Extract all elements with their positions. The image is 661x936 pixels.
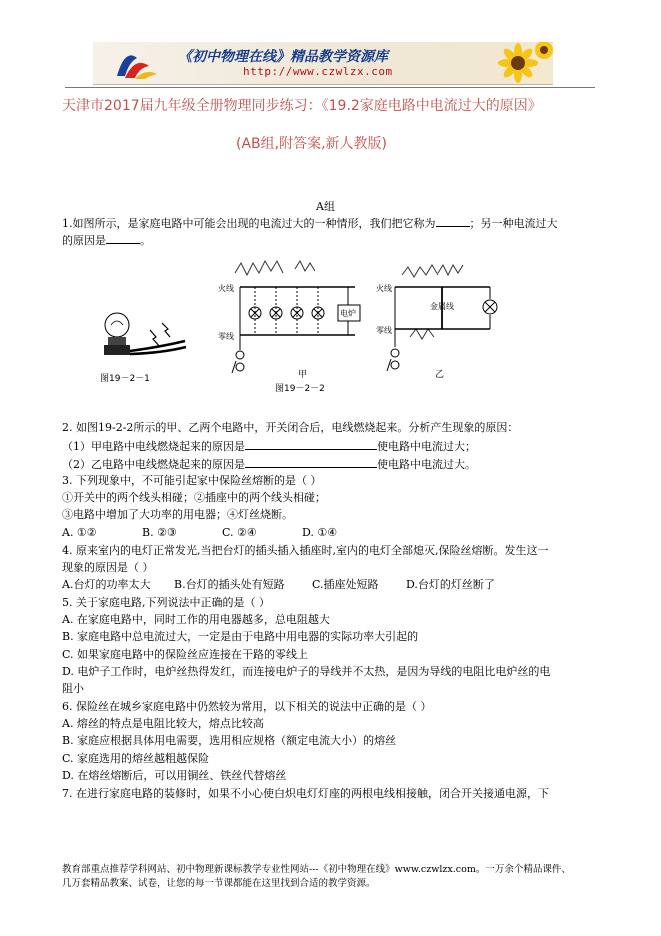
- document-title: 天津市2017届九年级全册物理同步练习：《19.2家庭电路中电流过大的原因》: [62, 98, 542, 114]
- question-3-line2: ③电路中增加了大功率的用电器；④灯丝烧断。: [62, 508, 293, 521]
- question-5-d-cont: 阻小: [62, 682, 84, 695]
- answer-blank[interactable]: [436, 215, 470, 227]
- figure-circuits: [90, 255, 560, 395]
- question-6-c[interactable]: C. 家庭选用的熔丝越粗越保险: [62, 752, 210, 765]
- sunflower-icon: [488, 42, 553, 84]
- q2-1-text: （1）甲电路中电线燃烧起来的原因是: [62, 440, 245, 453]
- q1-end: 。: [140, 234, 151, 247]
- option-c[interactable]: C.插座处短路: [312, 578, 379, 591]
- fig1-caption: 图19－2－1: [100, 374, 150, 384]
- question-6-d[interactable]: D. 在熔丝熔断后，可以用铜丝、铁丝代替熔丝: [62, 769, 287, 782]
- answer-blank[interactable]: [106, 232, 140, 244]
- page-footer: [62, 863, 602, 891]
- question-2-1: [62, 438, 476, 454]
- fig-yi-label: 乙: [435, 370, 445, 380]
- q2-2-text-2: 使电路中电流过大。: [377, 458, 476, 471]
- question-1: [62, 215, 558, 231]
- question-4-line2: 现象的原因是（ ）: [62, 561, 154, 574]
- question-3: 3. 下列现象中，不可能引起家中保险丝熔断的是（ ）: [62, 474, 322, 487]
- question-5-c[interactable]: C. 如果家庭电路中的保险丝应连接在干路的零线上: [62, 648, 309, 661]
- q1-text-3: 的原因是: [62, 234, 106, 247]
- option-b[interactable]: B. ②③: [142, 526, 177, 539]
- question-4-options: [62, 578, 495, 592]
- fig-jia-label: 甲: [298, 370, 308, 380]
- figure-19-2-1: [104, 313, 186, 355]
- fig-neutral-line-yi: 零线: [376, 326, 392, 335]
- site-logo-icon: [111, 46, 161, 82]
- banner-url[interactable]: http://www.czwlzx.com: [243, 65, 393, 78]
- group-heading: A组: [316, 200, 335, 213]
- question-4: 4. 原来室内的电灯正常发光,当把台灯的插头插入插座时,室内的电灯全部熄灭,保险丝熔断。发生这一: [62, 544, 549, 557]
- fig-metal-wire: 金属线: [430, 302, 454, 311]
- option-b[interactable]: B.台灯的插头处有短路: [174, 578, 285, 591]
- q2-1-text-2: 使电路中电流过大；: [377, 440, 476, 453]
- option-d[interactable]: D.台灯的灯丝断了: [406, 578, 495, 591]
- fig-neutral-line-jia: 零线: [218, 332, 234, 341]
- answer-blank[interactable]: [245, 438, 377, 450]
- option-d[interactable]: D. ①④: [302, 526, 338, 539]
- question-2-2: [62, 456, 476, 472]
- footer-line-1: 教育部重点推荐学科网站、初中物理新课标教学专业性网站---《初中物理在线》www.czwlzx.com。一万余个精品课件、: [62, 864, 571, 875]
- option-a[interactable]: A. ①②: [62, 526, 97, 539]
- option-c[interactable]: C. ②④: [222, 526, 257, 539]
- footer-line-2: 几万套精品教案、试卷，让您的每一节课都能在这里找到合适的教学资源。: [62, 878, 376, 889]
- fig-stove: 电炉: [340, 309, 356, 318]
- question-6-a[interactable]: A. 熔丝的特点是电阻比较大，熔点比较高: [62, 717, 264, 730]
- question-5-b[interactable]: B. 家庭电路中总电流过大，一定是由于电路中用电器的实际功率大引起的: [62, 630, 419, 643]
- q2-2-text: （2）乙电路中电线燃烧起来的原因是: [62, 458, 245, 471]
- question-1-cont: [62, 232, 151, 248]
- question-7: 7. 在进行家庭电路的装修时，如果不小心使白炽电灯灯座的两根电线相接触，闭合开关接通电源，下: [62, 787, 549, 800]
- header-banner: [93, 42, 553, 85]
- fig2-caption: 图19－2－2: [275, 384, 325, 394]
- question-5-d[interactable]: D. 电炉子工作时，电炉丝热得发红，而连接电炉子的导线并不太热，是因为导线的电阻比电炉丝的电: [62, 665, 551, 678]
- circuit-yi: [387, 265, 497, 371]
- header-rule: [65, 87, 595, 88]
- question-6-b[interactable]: B. 家庭应根据具体用电需要，选用相应规格（额定电流大小）的熔丝: [62, 734, 397, 747]
- document-subtitle: (AB组,附答案,新人教版): [236, 136, 388, 152]
- question-2: 2. 如图19-2-2所示的甲、乙两个电路中，开关闭合后，电线燃烧起来。分析产生现象的原因：: [62, 421, 519, 434]
- question-5-a[interactable]: A. 在家庭电路中，同时工作的用电器越多，总电阻越大: [62, 613, 330, 626]
- fig-fire-line-jia: 火线: [218, 284, 234, 293]
- answer-blank[interactable]: [245, 456, 377, 468]
- question-5: 5. 关于家庭电路,下列说法中正确的是（ ）: [62, 596, 270, 609]
- q1-text: 1.如图所示，是家庭电路中可能会出现的电流过大的一种情形，我们把它称为: [62, 217, 436, 230]
- question-6: 6. 保险丝在城乡家庭电路中仍然较为常用，以下相关的说法中正确的是（ ）: [62, 700, 432, 713]
- q1-text-2: ；另一种电流过大: [469, 217, 558, 230]
- question-3-line1: ①开关中的两个线头相碰；②插座中的两个线头相碰；: [62, 491, 326, 504]
- question-3-options: [62, 526, 337, 540]
- banner-title: 《初中物理在线》精品教学资源库: [178, 49, 388, 65]
- option-a[interactable]: A.台灯的功率太大: [62, 578, 151, 591]
- fig-fire-line-yi: 火线: [376, 284, 392, 293]
